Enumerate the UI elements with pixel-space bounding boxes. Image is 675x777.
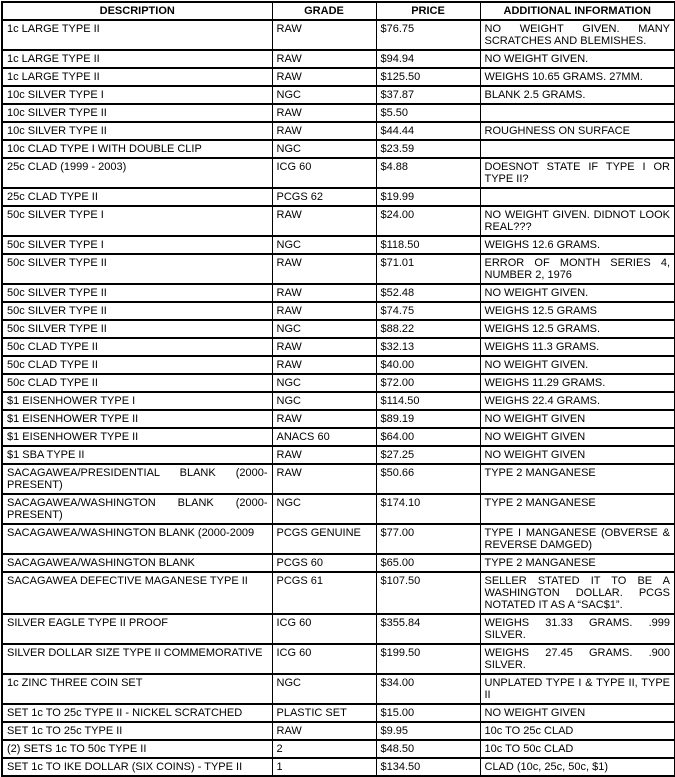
table-row — [2, 236, 675, 254]
description-cell: 10c SILVER TYPE II — [2, 122, 272, 140]
table-row — [2, 254, 675, 284]
description-cell: 10c SILVER TYPE II — [2, 104, 272, 122]
additional-information-cell: NO WEIGHT GIVEN — [480, 428, 675, 446]
description-cell: 50c SILVER TYPE II — [2, 302, 272, 320]
table-row — [2, 50, 675, 68]
description-cell: 10c SILVER TYPE I — [2, 86, 272, 104]
additional-information-cell: WEIGHS 11.29 GRAMS. — [480, 374, 675, 392]
price-cell: $89.19 — [376, 410, 480, 428]
grade-cell: RAW — [272, 20, 376, 50]
additional-information-cell: NO WEIGHT GIVEN — [480, 446, 675, 464]
price-cell: $4.88 — [376, 158, 480, 188]
price-cell: $23.59 — [376, 140, 480, 158]
additional-information-cell: TYPE 2 MANGANESE — [480, 464, 675, 494]
price-cell: $77.00 — [376, 524, 480, 554]
table-row — [2, 644, 675, 674]
description-cell: SILVER DOLLAR SIZE TYPE II COMMEMORATIVE — [2, 644, 272, 674]
grade-cell: PCGS 62 — [272, 188, 376, 206]
table-row — [2, 410, 675, 428]
grade-cell: NGC — [272, 392, 376, 410]
grade-cell: ICG 60 — [272, 644, 376, 674]
additional-information-cell: WEIGHS 12.5 GRAMS — [480, 302, 675, 320]
additional-information-cell: NO WEIGHT GIVEN. — [480, 356, 675, 374]
description-cell: 50c CLAD TYPE II — [2, 338, 272, 356]
table-row — [2, 20, 675, 50]
table-row — [2, 320, 675, 338]
description-cell: 50c CLAD TYPE II — [2, 374, 272, 392]
table-row — [2, 158, 675, 188]
description-cell: 25c CLAD TYPE II — [2, 188, 272, 206]
grade-cell: RAW — [272, 50, 376, 68]
grade-cell: ANACS 60 — [272, 428, 376, 446]
table-row — [2, 374, 675, 392]
additional-information-cell: BLANK 2.5 GRAMS. — [480, 86, 675, 104]
description-cell: 1c ZINC THREE COIN SET — [2, 674, 272, 704]
additional-information-cell: WEIGHS 12.5 GRAMS. — [480, 320, 675, 338]
price-cell: $114.50 — [376, 392, 480, 410]
additional-information-cell: UNPLATED TYPE I & TYPE II, TYPE II — [480, 674, 675, 704]
table-row — [2, 704, 675, 722]
price-cell: $48.50 — [376, 740, 480, 758]
table-row — [2, 722, 675, 740]
grade-cell: RAW — [272, 122, 376, 140]
price-cell: $107.50 — [376, 572, 480, 614]
description-cell: $1 EISENHOWER TYPE II — [2, 410, 272, 428]
table-row — [2, 68, 675, 86]
additional-information-cell: SELLER STATED IT TO BE A WASHINGTON DOLLAR. PCGS NOTATED IT AS A “SAC$1”. — [480, 572, 675, 614]
table-row — [2, 674, 675, 704]
description-cell: 1c LARGE TYPE II — [2, 20, 272, 50]
grade-cell: RAW — [272, 284, 376, 302]
additional-information-cell: TYPE I MANGANESE (OBVERSE & REVERSE DAMGED) — [480, 524, 675, 554]
grade-cell: 2 — [272, 740, 376, 758]
price-cell: $52.48 — [376, 284, 480, 302]
price-cell: $74.75 — [376, 302, 480, 320]
header-row — [2, 2, 675, 20]
description-cell: SACAGAWEA/PRESIDENTIAL BLANK (2000-PRESENT) — [2, 464, 272, 494]
table-row — [2, 284, 675, 302]
description-cell: $1 EISENHOWER TYPE II — [2, 428, 272, 446]
price-cell: $64.00 — [376, 428, 480, 446]
table-row — [2, 86, 675, 104]
table-row — [2, 302, 675, 320]
table-row — [2, 758, 675, 776]
price-cell: $5.50 — [376, 104, 480, 122]
description-cell: 10c CLAD TYPE I WITH DOUBLE CLIP — [2, 140, 272, 158]
description-cell: SACAGAWEA/WASHINGTON BLANK — [2, 554, 272, 572]
grade-cell: 1 — [272, 758, 376, 776]
grade-cell: RAW — [272, 446, 376, 464]
price-cell: $72.00 — [376, 374, 480, 392]
description-cell: SET 1c TO IKE DOLLAR (SIX COINS) - TYPE II — [2, 758, 272, 776]
description-cell: 1c LARGE TYPE II — [2, 68, 272, 86]
table-row — [2, 356, 675, 374]
price-cell: $40.00 — [376, 356, 480, 374]
additional-information-cell — [480, 140, 675, 158]
grade-cell: NGC — [272, 140, 376, 158]
price-cell: $9.95 — [376, 722, 480, 740]
grade-cell: ICG 60 — [272, 158, 376, 188]
table-row — [2, 554, 675, 572]
column-header-description: DESCRIPTION — [2, 2, 272, 20]
description-cell: SILVER EAGLE TYPE II PROOF — [2, 614, 272, 644]
description-cell: $1 SBA TYPE II — [2, 446, 272, 464]
price-cell: $355.84 — [376, 614, 480, 644]
grade-cell: RAW — [272, 206, 376, 236]
price-cell: $134.50 — [376, 758, 480, 776]
additional-information-cell: WEIGHS 27.45 GRAMS. .900 SILVER. — [480, 644, 675, 674]
coin-price-table — [1, 1, 675, 777]
description-cell: 50c SILVER TYPE II — [2, 254, 272, 284]
description-cell: 50c SILVER TYPE II — [2, 284, 272, 302]
table-row — [2, 206, 675, 236]
table-body — [2, 20, 675, 776]
grade-cell: NGC — [272, 494, 376, 524]
price-cell: $71.01 — [376, 254, 480, 284]
grade-cell: RAW — [272, 104, 376, 122]
description-cell: 50c SILVER TYPE II — [2, 320, 272, 338]
grade-cell: ICG 60 — [272, 614, 376, 644]
additional-information-cell: WEIGHS 10.65 GRAMS. 27MM. — [480, 68, 675, 86]
description-cell: 50c SILVER TYPE I — [2, 236, 272, 254]
price-cell: $65.00 — [376, 554, 480, 572]
price-cell: $15.00 — [376, 704, 480, 722]
grade-cell: RAW — [272, 410, 376, 428]
table-header — [2, 2, 675, 20]
grade-cell: NGC — [272, 320, 376, 338]
grade-cell: RAW — [272, 254, 376, 284]
additional-information-cell: NO WEIGHT GIVEN — [480, 410, 675, 428]
additional-information-cell: 10c TO 50c CLAD — [480, 740, 675, 758]
grade-cell: PCGS GENUINE — [272, 524, 376, 554]
grade-cell: NGC — [272, 86, 376, 104]
grade-cell: NGC — [272, 674, 376, 704]
description-cell: SACAGAWEA/WASHINGTON BLANK (2000-PRESENT) — [2, 494, 272, 524]
additional-information-cell: NO WEIGHT GIVEN. DIDNOT LOOK REAL??? — [480, 206, 675, 236]
grade-cell: NGC — [272, 374, 376, 392]
price-cell: $44.44 — [376, 122, 480, 140]
description-cell: SACAGAWEA DEFECTIVE MAGANESE TYPE II — [2, 572, 272, 614]
description-cell: SET 1c TO 25c TYPE II — [2, 722, 272, 740]
price-cell: $125.50 — [376, 68, 480, 86]
grade-cell: RAW — [272, 722, 376, 740]
table-row — [2, 188, 675, 206]
table-row — [2, 740, 675, 758]
grade-cell: RAW — [272, 68, 376, 86]
additional-information-cell: CLAD (10c, 25c, 50c, $1) — [480, 758, 675, 776]
table-row — [2, 446, 675, 464]
price-cell: $37.87 — [376, 86, 480, 104]
additional-information-cell: 10c TO 25c CLAD — [480, 722, 675, 740]
price-cell: $34.00 — [376, 674, 480, 704]
table-row — [2, 104, 675, 122]
column-header-price: PRICE — [376, 2, 480, 20]
price-cell: $19.99 — [376, 188, 480, 206]
table-row — [2, 572, 675, 614]
grade-cell: NGC — [272, 236, 376, 254]
additional-information-cell: ERROR OF MONTH SERIES 4, NUMBER 2, 1976 — [480, 254, 675, 284]
additional-information-cell — [480, 104, 675, 122]
table-row — [2, 614, 675, 644]
additional-information-cell: WEIGHS 11.3 GRAMS. — [480, 338, 675, 356]
grade-cell: PLASTIC SET — [272, 704, 376, 722]
grade-cell: RAW — [272, 356, 376, 374]
description-cell: SACAGAWEA/WASHINGTON BLANK (2000-2009 — [2, 524, 272, 554]
additional-information-cell: TYPE 2 MANGANESE — [480, 554, 675, 572]
table-row — [2, 392, 675, 410]
price-cell: $94.94 — [376, 50, 480, 68]
grade-cell: PCGS 60 — [272, 554, 376, 572]
description-cell: 1c LARGE TYPE II — [2, 50, 272, 68]
additional-information-cell: WEIGHS 22.4 GRAMS. — [480, 392, 675, 410]
additional-information-cell: WEIGHS 12.6 GRAMS. — [480, 236, 675, 254]
additional-information-cell: DOESNOT STATE IF TYPE I OR TYPE II? — [480, 158, 675, 188]
price-cell: $118.50 — [376, 236, 480, 254]
additional-information-cell: NO WEIGHT GIVEN. — [480, 50, 675, 68]
description-cell: 50c SILVER TYPE I — [2, 206, 272, 236]
description-cell: $1 EISENHOWER TYPE I — [2, 392, 272, 410]
column-header-grade: GRADE — [272, 2, 376, 20]
table-row — [2, 524, 675, 554]
description-cell: (2) SETS 1c TO 50c TYPE II — [2, 740, 272, 758]
price-cell: $174.10 — [376, 494, 480, 524]
table-row — [2, 122, 675, 140]
grade-cell: RAW — [272, 302, 376, 320]
table-row — [2, 140, 675, 158]
additional-information-cell: NO WEIGHT GIVEN. MANY SCRATCHES AND BLEMISHES. — [480, 20, 675, 50]
additional-information-cell: NO WEIGHT GIVEN — [480, 704, 675, 722]
table-row — [2, 494, 675, 524]
additional-information-cell: WEIGHS 31.33 GRAMS. .999 SILVER. — [480, 614, 675, 644]
price-cell: $88.22 — [376, 320, 480, 338]
additional-information-cell: NO WEIGHT GIVEN. — [480, 284, 675, 302]
grade-cell: RAW — [272, 338, 376, 356]
price-cell: $50.66 — [376, 464, 480, 494]
additional-information-cell: TYPE 2 MANGANESE — [480, 494, 675, 524]
price-cell: $76.75 — [376, 20, 480, 50]
additional-information-cell — [480, 188, 675, 206]
price-cell: $24.00 — [376, 206, 480, 236]
column-header-additional-information: ADDITIONAL INFORMATION — [480, 2, 675, 20]
description-cell: SET 1c TO 25c TYPE II - NICKEL SCRATCHED — [2, 704, 272, 722]
additional-information-cell: ROUGHNESS ON SURFACE — [480, 122, 675, 140]
description-cell: 25c CLAD (1999 - 2003) — [2, 158, 272, 188]
table-row — [2, 464, 675, 494]
grade-cell: RAW — [272, 464, 376, 494]
table-row — [2, 338, 675, 356]
price-cell: $32.13 — [376, 338, 480, 356]
price-cell: $199.50 — [376, 644, 480, 674]
table-row — [2, 428, 675, 446]
description-cell: 50c CLAD TYPE II — [2, 356, 272, 374]
grade-cell: PCGS 61 — [272, 572, 376, 614]
price-cell: $27.25 — [376, 446, 480, 464]
